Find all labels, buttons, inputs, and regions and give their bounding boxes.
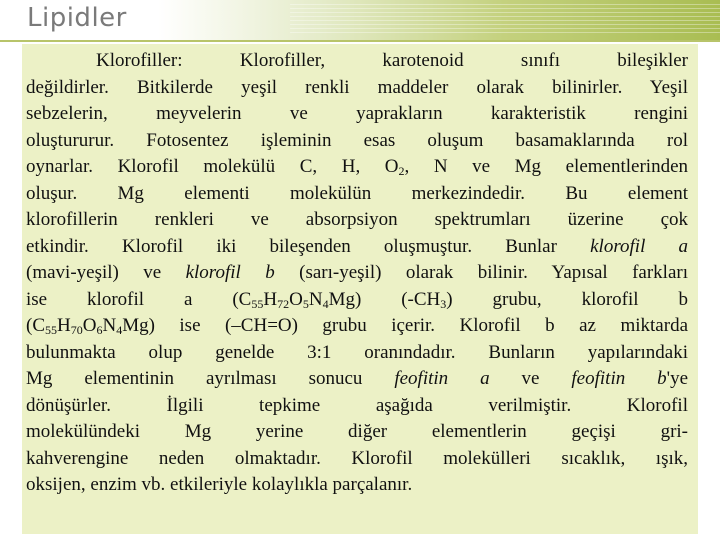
text-line-7: klorofillerin renkleri ve absorpsiyon spektrumları üzerine çok <box>26 209 688 230</box>
text-line-4: oluştururur. Fotosentez işleminin esas oluşum basamaklarında rol <box>26 129 688 151</box>
header-bar <box>0 0 720 40</box>
text-line-9: (mavi-yeşil) ve klorofil b (sarı-yeşil) olarak bilinir. Yapısal farkları <box>26 262 688 283</box>
text-line-3: sebzelerin, meyvelerin ve yaprakların karakteristik rengini <box>26 103 688 124</box>
text-line-10: ise klorofil a $(C_{55}H_{72}O_5N_4Mg)$ $(-CH_3)$ grubu, klorofil b <box>26 288 688 311</box>
slide-title: Lipidler <box>27 3 127 33</box>
text-line-8: etkindir. Klorofil iki bileşenden oluşmuştur. Bunlar klorofil a <box>26 235 688 257</box>
text-line-16: kahverengine neden olmaktadır. Klorofil molekülleri sıcaklık, ışık, <box>26 447 688 469</box>
text-line-11: $(C_{55}H_{70}O_6N_4Mg)$ ise (–CH=O) grubu içerir. Klorofil b az miktarda <box>26 315 688 337</box>
text-line-2: değildirler. Bitkilerde yeşil renkli maddeler olarak bilinirler. Yeşil <box>26 76 688 98</box>
text-line-5: oynarlar. Klorofil molekülü C, H, $O_2$, N ve Mg elementlerinden <box>26 156 688 178</box>
text-line-17: oksijen, enzim vb. etkileriyle kolaylıkla parçalanır. <box>26 474 413 495</box>
header-divider <box>0 40 720 42</box>
term-heading: Klorofiller: <box>96 50 183 71</box>
text-line-13: Mg elementinin ayrılması sonucu feofitin a ve feofitin b'ye <box>26 368 689 389</box>
paragraph-text <box>26 48 688 499</box>
text-line-1: Klorofiller: Klorofiller, karotenoid sınıfı bileşikler <box>96 50 688 71</box>
text-line-12: bulunmakta olup genelde 3:1 oranındadır. Bunların yapılarındaki <box>26 341 688 363</box>
text-line-6: oluşur. Mg elementi molekülün merkezindedir. Bu element <box>26 182 688 204</box>
text-line-15: molekülündeki Mg yerine diğer elementlerin geçişi gri- <box>26 421 688 442</box>
header-decoration <box>290 4 720 34</box>
text-line-14: dönüşürler. İlgili tepkime aşağıda verilmiştir. Klorofil <box>26 394 688 416</box>
